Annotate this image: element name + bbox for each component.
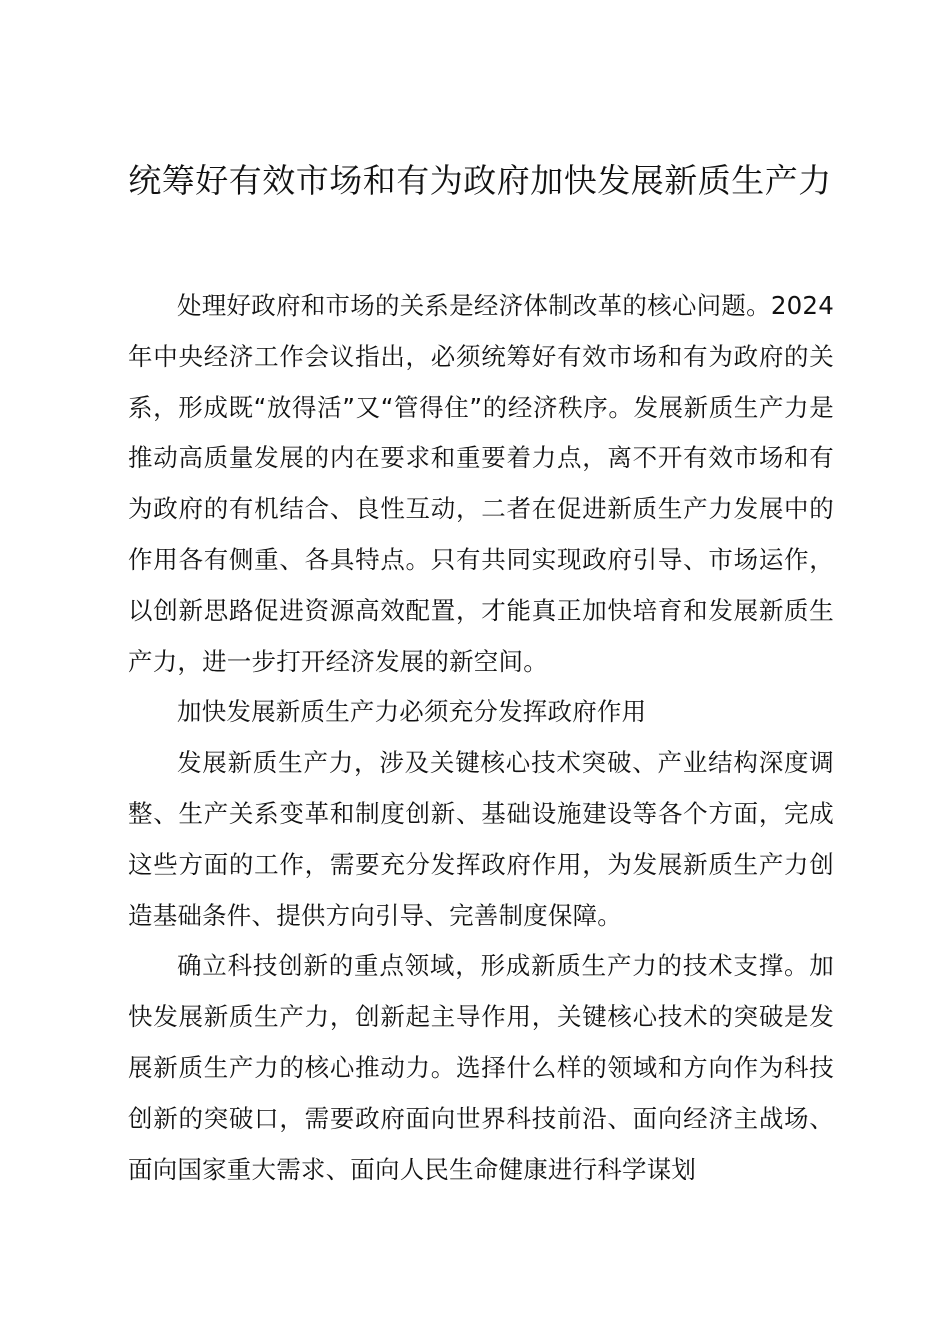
paragraph-tech-innovation: 确立科技创新的重点领域，形成新质生产力的技术支撑。加快发展新质生产力，创新起主导作用，关键核心技术的突破是发展新质生产力的核心推动力。选择什么样的领域和方向作为科技创新的突破口，需要政府面向世界科技前沿、面向经济主战场、面向国家重大需求、面向人民生命健康进行科学谋划 — [128, 951, 834, 1184]
document-body — [128, 281, 834, 1195]
section-heading: 加快发展新质生产力必须充分发挥政府作用 — [177, 697, 647, 727]
paragraph-government-role: 发展新质生产力，涉及关键核心技术突破、产业结构深度调整、生产关系变革和制度创新、基础设施建设等各个方面，完成这些方面的工作，需要充分发挥政府作用，为发展新质生产力创造基础条件、提供方向引导、完善制度保障。 — [128, 748, 834, 930]
paragraph-intro: 处理好政府和市场的关系是经济体制改革的核心问题。2024年中央经济工作会议指出，必须统筹好有效市场和有为政府的关系，形成既“放得活”又“管得住”的经济秩序。发展新质生产力是推动高质量发展的内在要求和重要着力点，离不开有效市场和有为政府的有机结合、良性互动，二者在促进新质生产力发展中的作用各有侧重、各具特点。只有共同实现政府引导、市场运作，以创新思路促进资源高效配置，才能真正加快培育和发展新质生产力，进一步打开经济发展的新空间。 — [128, 291, 834, 676]
document-title: 统筹好有效市场和有为政府加快发展新质生产力 — [128, 161, 832, 200]
